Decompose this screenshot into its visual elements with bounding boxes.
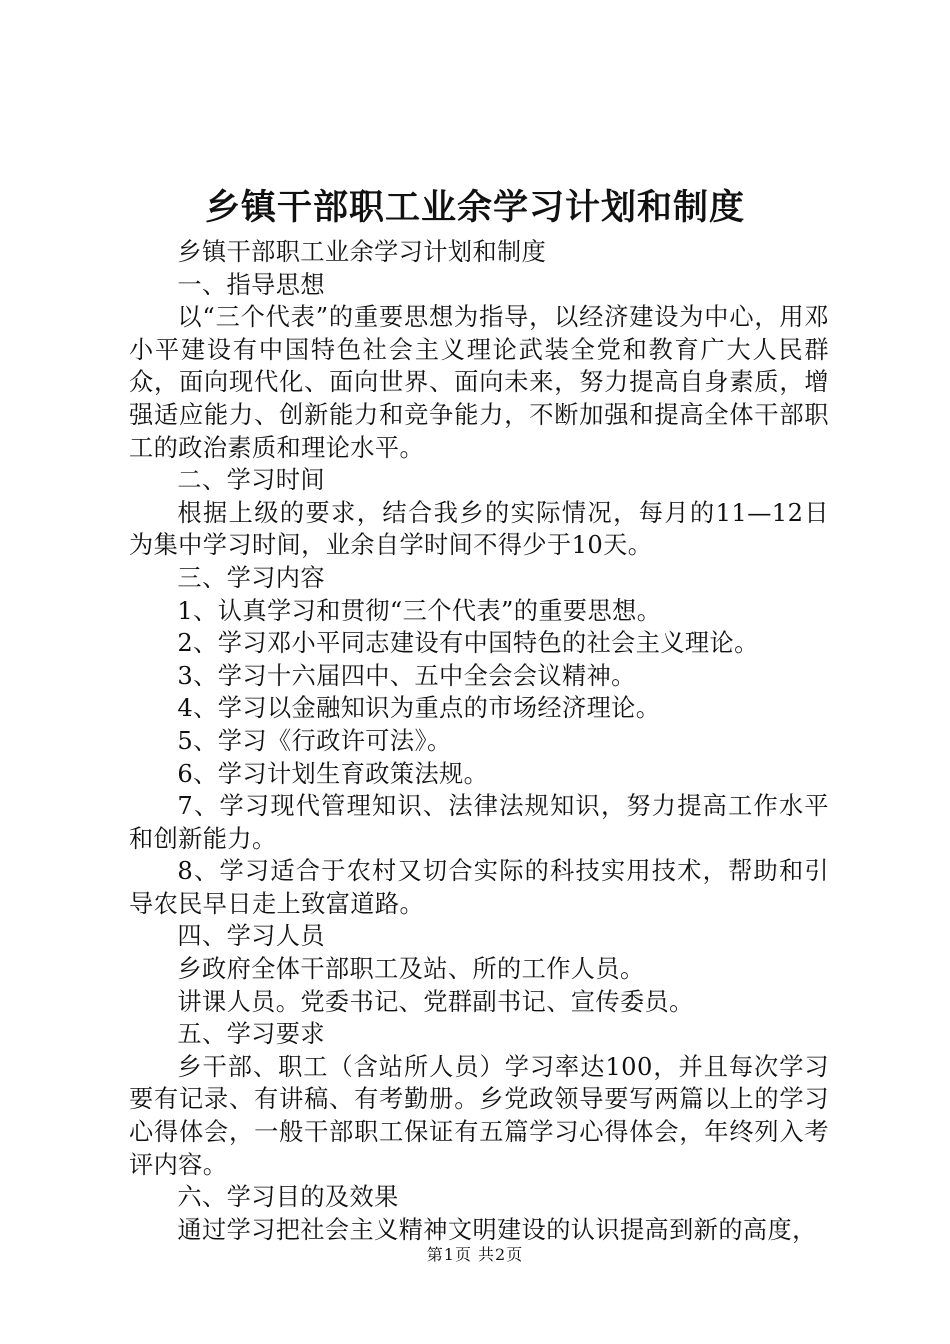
list-item-content-3: 3、学习十六届四中、五中全会会议精神。 [177, 661, 636, 690]
section-heading-1: 一、指导思想 [177, 270, 325, 299]
list-item-content-1: 1、认真学习和贯彻“三个代表”的重要思想。 [177, 596, 662, 625]
section-heading-6: 六、学习目的及效果 [177, 1183, 399, 1212]
list-item-content-4: 4、学习以金融知识为重点的市场经济理论。 [177, 694, 661, 723]
list-item-content-2: 2、学习邓小平同志建设有中国特色的社会主义理论。 [177, 629, 759, 658]
list-item-content-5: 5、学习《行政许可法》。 [177, 726, 452, 755]
section-heading-4: 四、学习人员 [177, 922, 325, 951]
section-heading-3: 三、学习内容 [177, 563, 325, 592]
paragraph-study-requirements: 乡干部、职工（含站所人员）学习率达100，并且每次学习要有记录、有讲稿、有考勤册。乡党政领导要写两篇以上的学习心得体会，一般干部职工保证有五篇学习心得体会，年终列入考评内容。 [129, 1052, 829, 1179]
paragraph-lecturers: 讲课人员。党委书记、党群副书记、宣传委员。 [177, 987, 694, 1016]
section-heading-5: 五、学习要求 [177, 1020, 325, 1049]
page-footer: 第1页 共2页 [426, 1245, 524, 1264]
paragraph-study-purpose: 通过学习把社会主义精神文明建设的认识提高到新的高度， [177, 1215, 817, 1244]
paragraph-study-time: 根据上级的要求，结合我乡的实际情况，每月的11—12日为集中学习时间，业余自学时间不得少于10天。 [129, 498, 829, 560]
paragraph-study-personnel: 乡政府全体干部职工及站、所的工作人员。 [177, 955, 645, 984]
section-heading-2: 二、学习时间 [177, 466, 325, 495]
list-item-content-7: 7、学习现代管理知识、法律法规知识，努力提高工作水平和创新能力。 [129, 792, 829, 853]
list-item-content-6: 6、学习计划生育政策法规。 [177, 759, 489, 788]
document-title: 乡镇干部职工业余学习计划和制度 [204, 188, 745, 228]
paragraph-subtitle: 乡镇干部职工业余学习计划和制度 [177, 238, 547, 266]
document-body [129, 236, 829, 1246]
list-item-content-8: 8、学习适合于农村又切合实际的科技实用技术，帮助和引导农民早日走上致富道路。 [129, 857, 829, 918]
paragraph-guiding-thought: 以“三个代表”的重要思想为指导，以经济建设为中心，用邓小平建设有中国特色社会主义理论武装全党和教育广大人民群众，面向现代化、面向世界、面向未来，努力提高自身素质，增强适应能力、创新能力和竞争能力，不断加强和提高全体干部职工的政治素质和理论水平。 [129, 303, 829, 462]
